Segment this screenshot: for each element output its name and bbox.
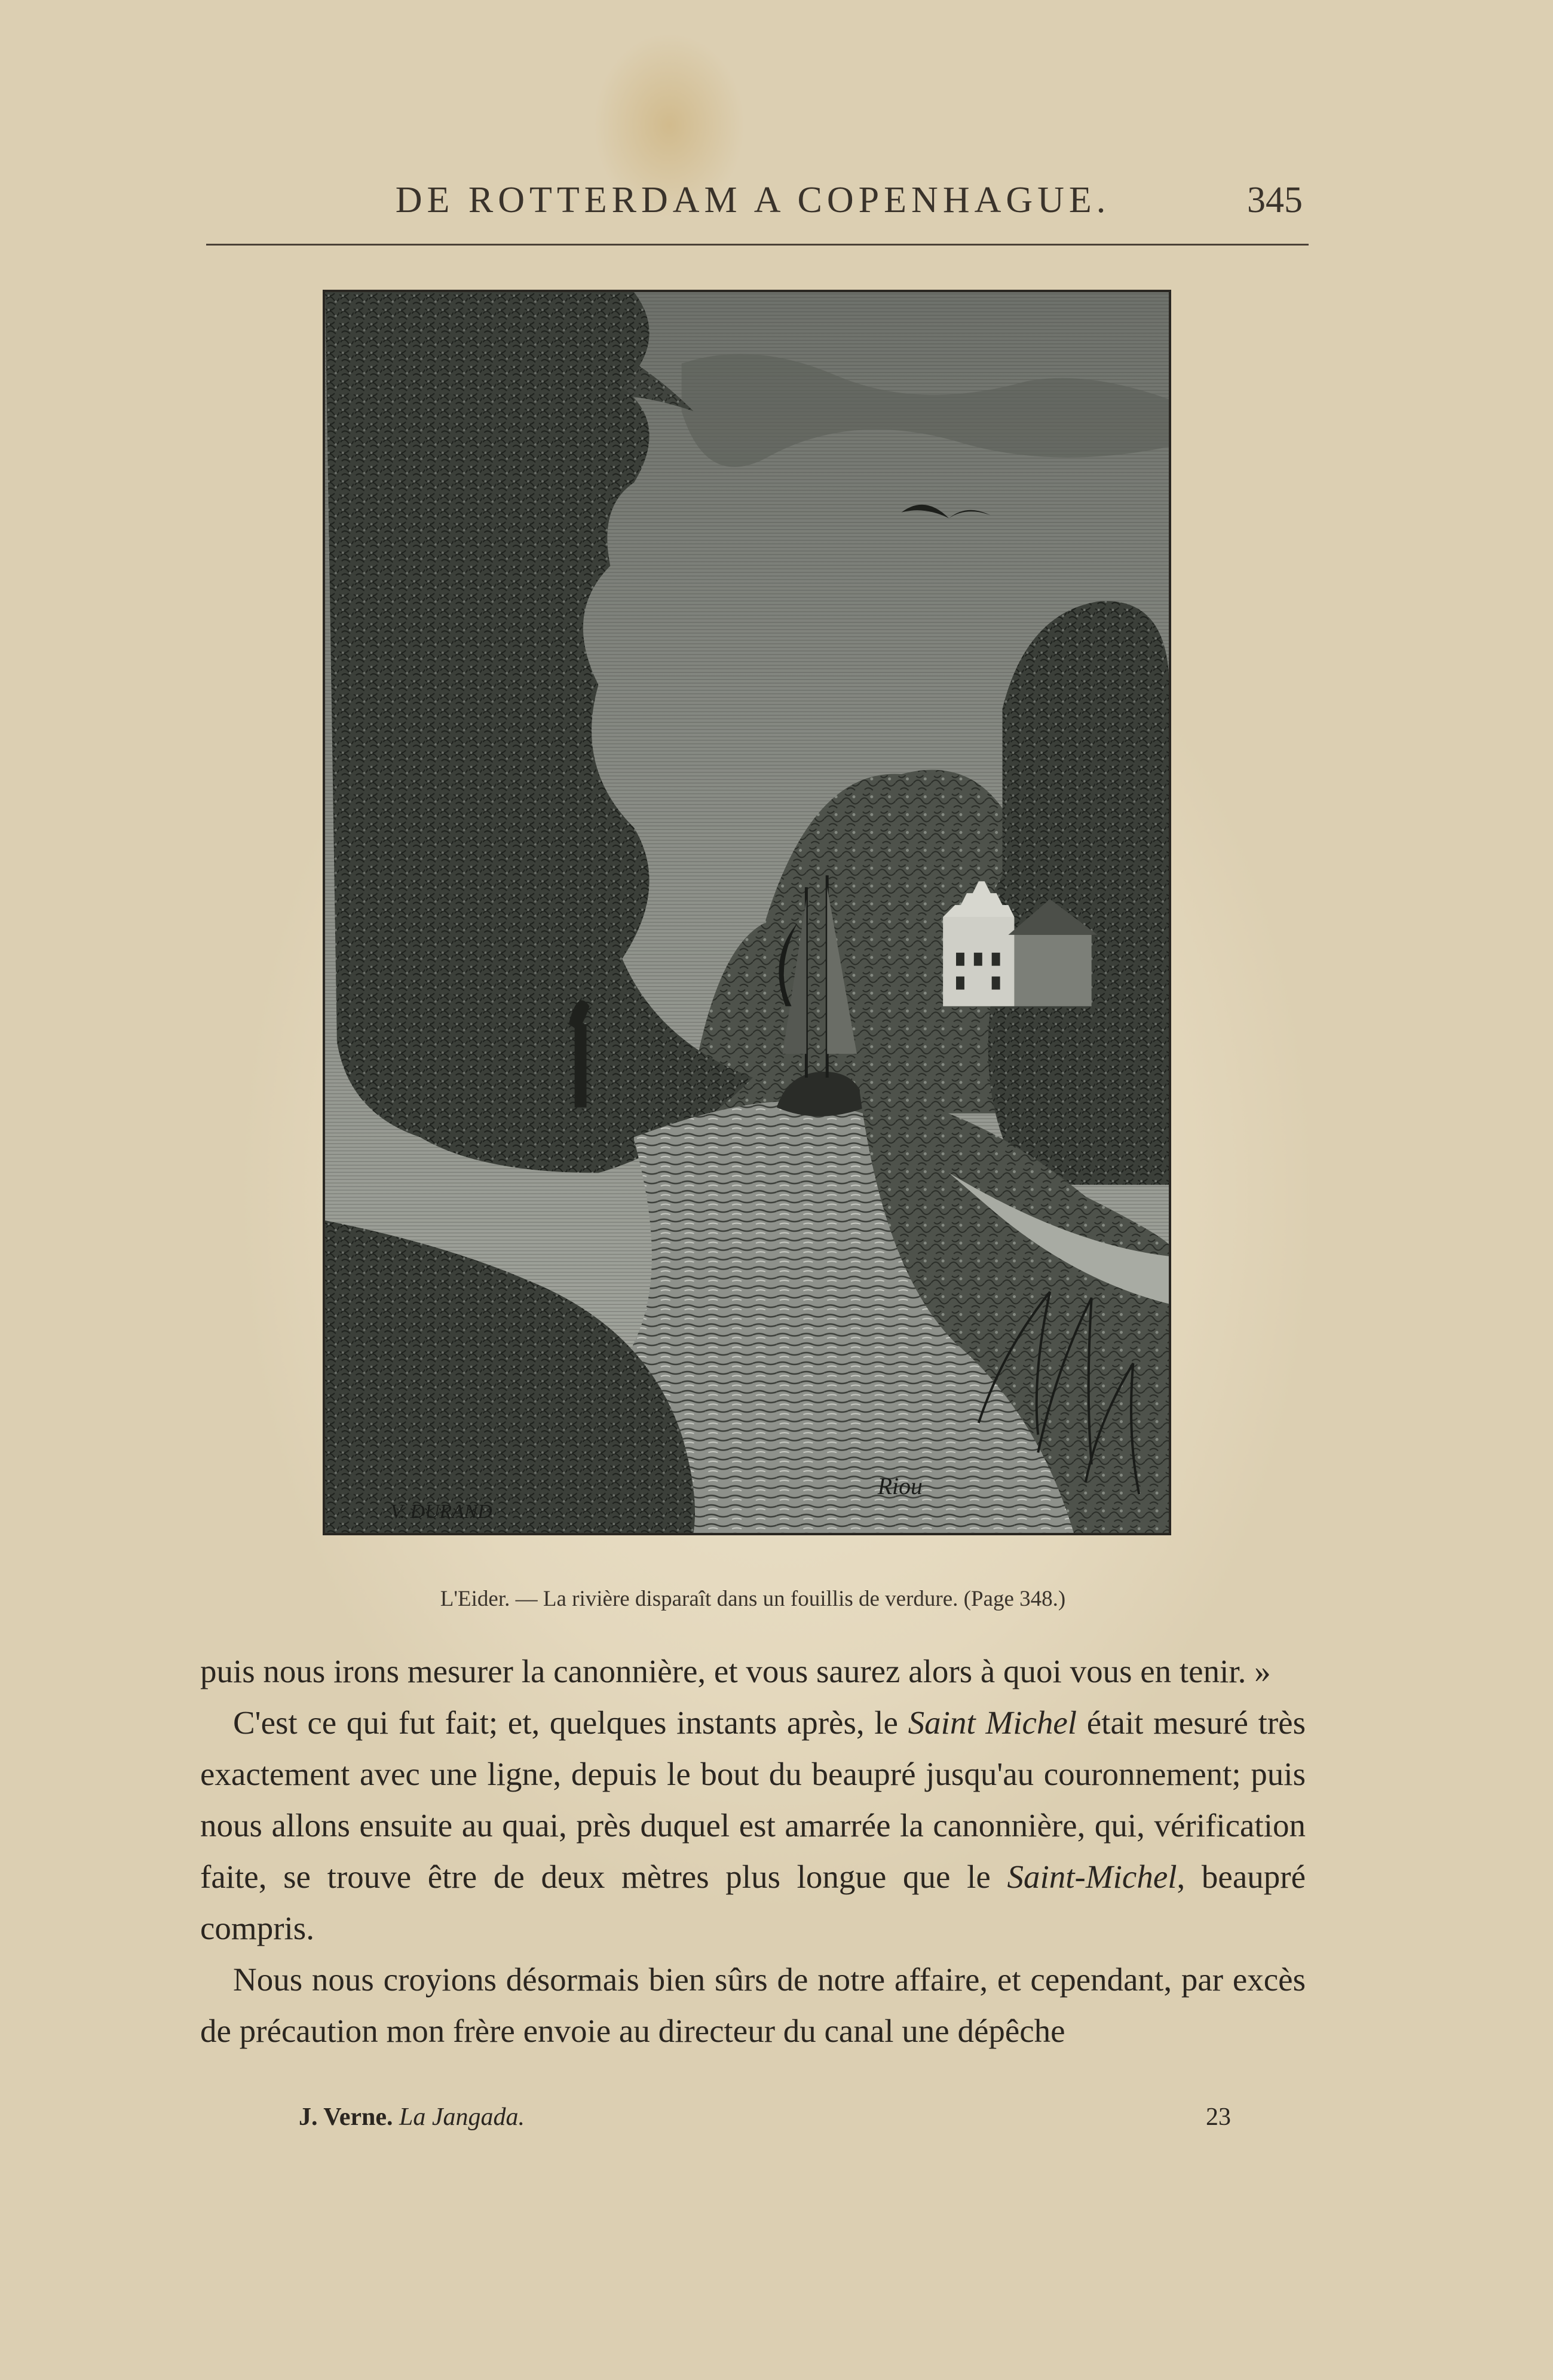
footer-imprint [299, 2103, 525, 2131]
page-footer [299, 2103, 1231, 2145]
paragraph-1: puis nous irons mesurer la canonnière, et vous saurez alors à quoi vous en tenir. » [200, 1653, 1271, 1689]
running-title: DE ROTTERDAM A COPENHAGUE. [395, 180, 1111, 220]
paragraph-2-part-e: , beaupré compris. [200, 1858, 1306, 1946]
paragraph-2-part-a: C'est ce qui fut fait; et, quelques instants après, le [233, 1704, 908, 1741]
engraving-svg [325, 292, 1169, 1533]
header-rule [206, 244, 1309, 246]
engraving-illustration [323, 290, 1171, 1535]
signature-mark: 23 [1206, 2103, 1231, 2131]
paragraph-2-part-c: était mesuré très exactement avec une ligne, depuis le bout du beaupré jusqu'au couronnement; puis nous allons ensuite au quai, près duquel est amarrée la canonnière, qui, vérification faite, se trouve être de deux mètres plus longue que le [200, 1704, 1306, 1895]
ship-name-italic: Saint Michel [908, 1704, 1077, 1741]
running-head [203, 179, 1303, 233]
paragraph-3: Nous nous croyions désormais bien sûrs de notre affaire, et cependant, par excès de précaution mon frère envoie au directeur du canal une dépêche [200, 1961, 1306, 2049]
engraver-signature: V. DURAND [390, 1501, 492, 1523]
paragraph-2 [200, 1697, 1306, 1954]
figure-caption: L'Eider. — La rivière disparaît dans un fouillis de verdure. (Page 348.) [440, 1587, 1066, 1611]
page-number: 345 [1247, 180, 1303, 220]
footer-author: J. Verne. [299, 2103, 393, 2131]
body-text [200, 1646, 1306, 2057]
footer-book-title: La Jangada. [399, 2103, 525, 2131]
ship-name-italic-2: Saint-Michel [1007, 1858, 1177, 1895]
artist-signature: Riou [877, 1473, 923, 1500]
